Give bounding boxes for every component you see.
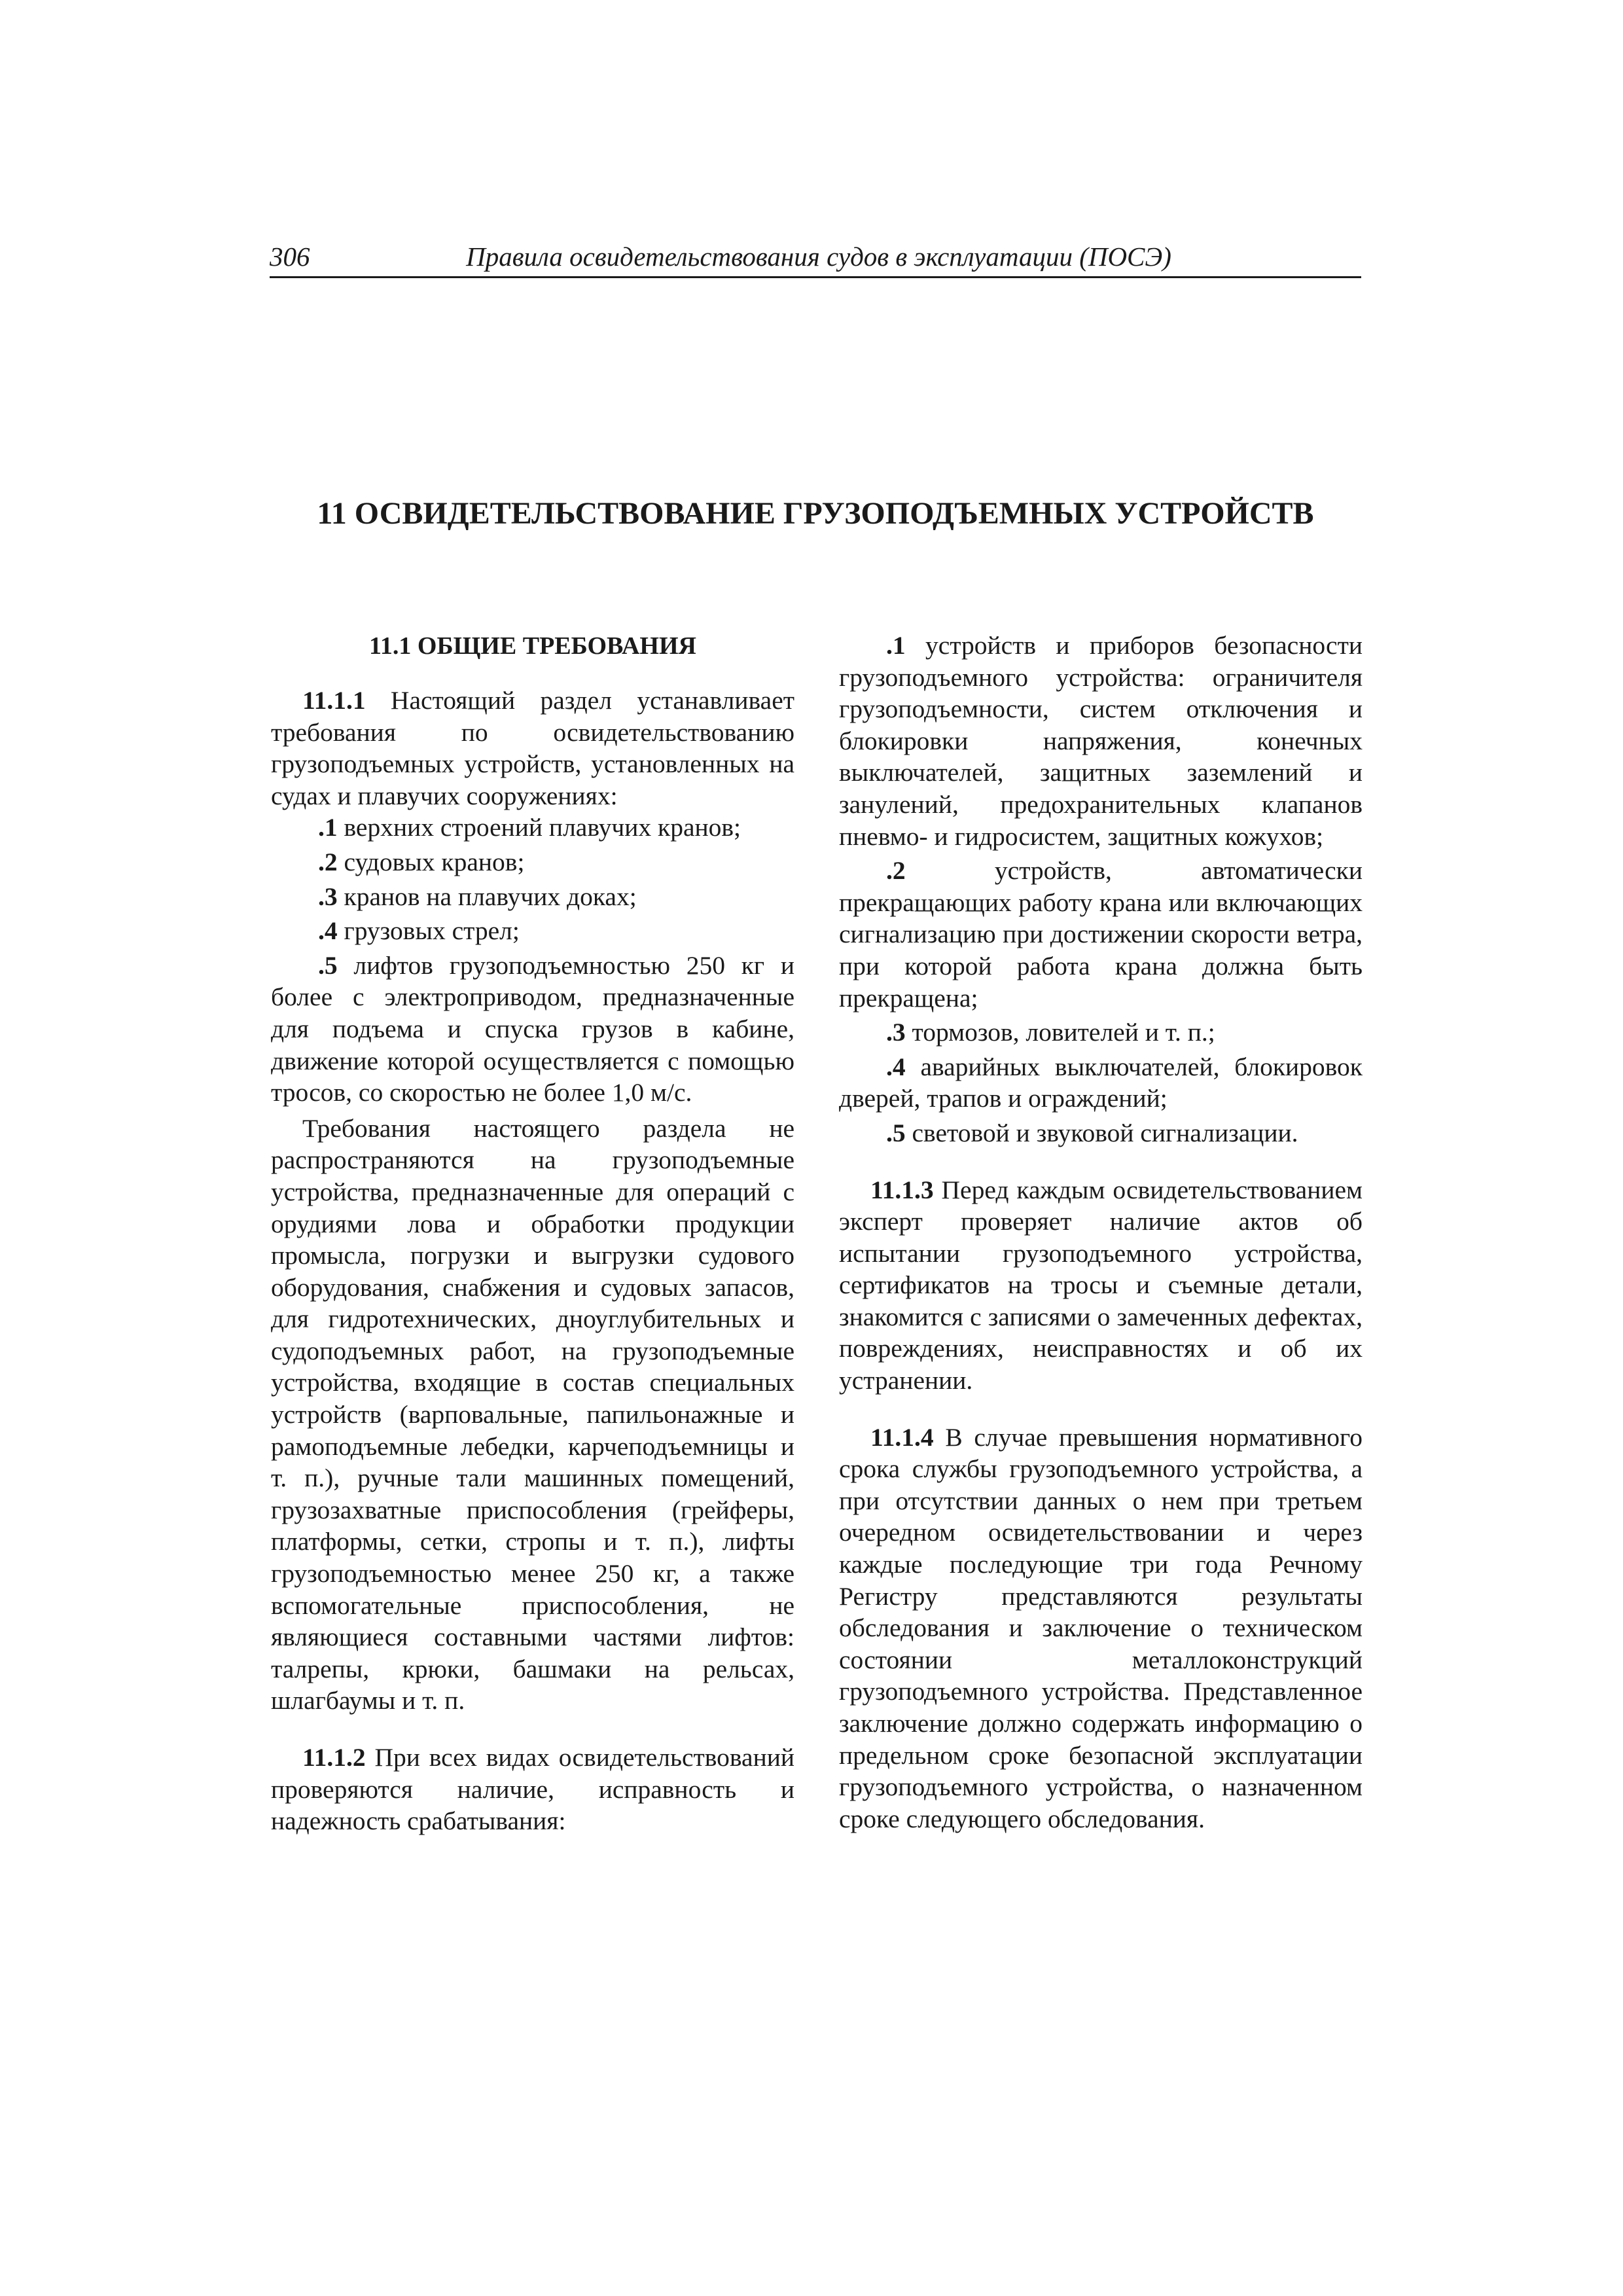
list-item — [839, 855, 1363, 1014]
list-item — [839, 630, 1363, 852]
exclusions-paragraph: Требования настоящего раздела не распространяются на грузоподъемные устройства, предназначенные для операций с орудиями лова и обработки продукции промысла, погрузки и выгрузки судового оборудования, снабжения и судовых запасов, для гидротехнических, дноуглубительных и судоподъемных работ, на грузоподъемные устройства, входящие в состав специальных устройств (варповальные, папильонажные и рамоподъемные лебедки, карчеподъемницы и т. п.), ручные тали машинных помещений, грузозахватные приспособления (грейферы, платформы, сетки, стропы и т. п.), лифты грузоподъемностью менее 250 кг, а также вспомогательные приспособления, не являющиеся составными частями лифтов: талрепы, крюки, башмаки на рельсах, шлагбаумы и т. п. — [271, 1113, 794, 1715]
left-column — [271, 630, 794, 1837]
list-item-text: устройств и приборов безопасности грузоподъемного устройства: ограничителя грузоподъемности, систем отключения и блокировки напряжения, конечных выключателей, защитных заземлений и занулений, предохранительных клапанов пневмо- и гидросистем, защитных кожухов; — [839, 631, 1363, 851]
list-item-text: тормозов, ловителей и т. п.; — [905, 1018, 1215, 1047]
list-item-number: .4 — [318, 916, 338, 946]
list-item-number: .2 — [886, 856, 906, 886]
clause-number: 11.1.2 — [302, 1743, 366, 1772]
right-column — [839, 630, 1363, 1835]
list-item-number: .5 — [886, 1118, 906, 1147]
clause-number: 11.1.4 — [870, 1422, 934, 1452]
list-item — [271, 881, 794, 913]
list-item-number: .1 — [318, 813, 338, 842]
list-item-text: верхних строений плавучих кранов; — [337, 813, 741, 842]
clause-text: Настоящий раздел устанавливает требования по освидетельствованию грузоподъемных устройств, установленных на судах и плавучих сооружениях: — [271, 686, 794, 810]
clause-11-1-1 — [271, 685, 794, 812]
list-item-text: судовых кранов; — [337, 847, 525, 876]
list-item-number: .1 — [886, 631, 906, 660]
list-item — [271, 812, 794, 844]
clause-text: Перед каждым освидетельствованием эксперт проверяет наличие актов об испытании грузоподъемного устройства, сертификатов на тросы и съемные детали, знакомится с записями о замеченных дефектах, повреждениях, неисправностях и об их устранении. — [839, 1175, 1363, 1395]
list-item-number: .3 — [886, 1018, 906, 1047]
clause-text: При всех видах освидетельствований проверяются наличие, исправность и надежность срабатывания: — [271, 1743, 794, 1836]
list-item — [271, 915, 794, 947]
running-title: Правила освидетельствования судов в эксплуатации (ПОСЭ) — [466, 242, 1171, 272]
list-item-number: .5 — [318, 950, 338, 980]
list-item — [839, 1016, 1363, 1049]
list-item-number: .2 — [318, 847, 338, 876]
list-item-text: устройств, автоматически прекращающих работу крана или включающих сигнализацию при достижении скорости ветра, при которой работа крана должна быть прекращена; — [839, 856, 1363, 1013]
list-item — [271, 950, 794, 1109]
clause-11-1-3 — [839, 1174, 1363, 1397]
clause-text: В случае превышения нормативного срока службы грузоподъемного устройства, а при отсутствии данных о нем при третьем очередном освидетельствовании и через каждые последующие три года Речному Регистру представляются результаты обследования и заключение о техническом состоянии металлоконструкций грузоподъемного устройства. Представленное заключение должно содержать информацию о предельном сроке безопасной эксплуатации грузоподъемного устройства, о назначенном сроке следующего обследования. — [839, 1422, 1363, 1833]
list-item — [271, 846, 794, 878]
list-item — [839, 1117, 1363, 1149]
chapter-title: 11 ОСВИДЕТЕЛЬСТВОВАНИЕ ГРУЗОПОДЪЕМНЫХ УСТРОЙСТВ — [317, 496, 1314, 531]
list-item-number: .3 — [318, 882, 338, 911]
running-header — [270, 237, 1361, 278]
clause-11-1-4 — [839, 1422, 1363, 1835]
section-heading: 11.1 ОБЩИЕ ТРЕБОВАНИЯ — [369, 632, 696, 660]
list-item — [839, 1051, 1363, 1115]
list-item-text: грузовых стрел; — [337, 916, 520, 946]
list-item-text: лифтов грузоподъемностью 250 кг и более с электроприводом, предназначенные для подъема и спуска грузов в кабине, движение которой осуществляется с помощью тросов, со скоростью не более 1,0 м/с. — [271, 950, 794, 1107]
list-item-text: световой и звуковой сигнализации. — [905, 1118, 1298, 1147]
list-item-text: кранов на плавучих доках; — [337, 882, 637, 911]
page-number: 306 — [270, 242, 310, 272]
clause-number: 11.1.1 — [302, 686, 366, 715]
clause-11-1-2 — [271, 1742, 794, 1837]
list-item-number: .4 — [886, 1052, 906, 1081]
list-item-text: аварийных выключателей, блокировок дверей, трапов и ограждений; — [839, 1052, 1363, 1113]
clause-number: 11.1.3 — [870, 1175, 934, 1204]
